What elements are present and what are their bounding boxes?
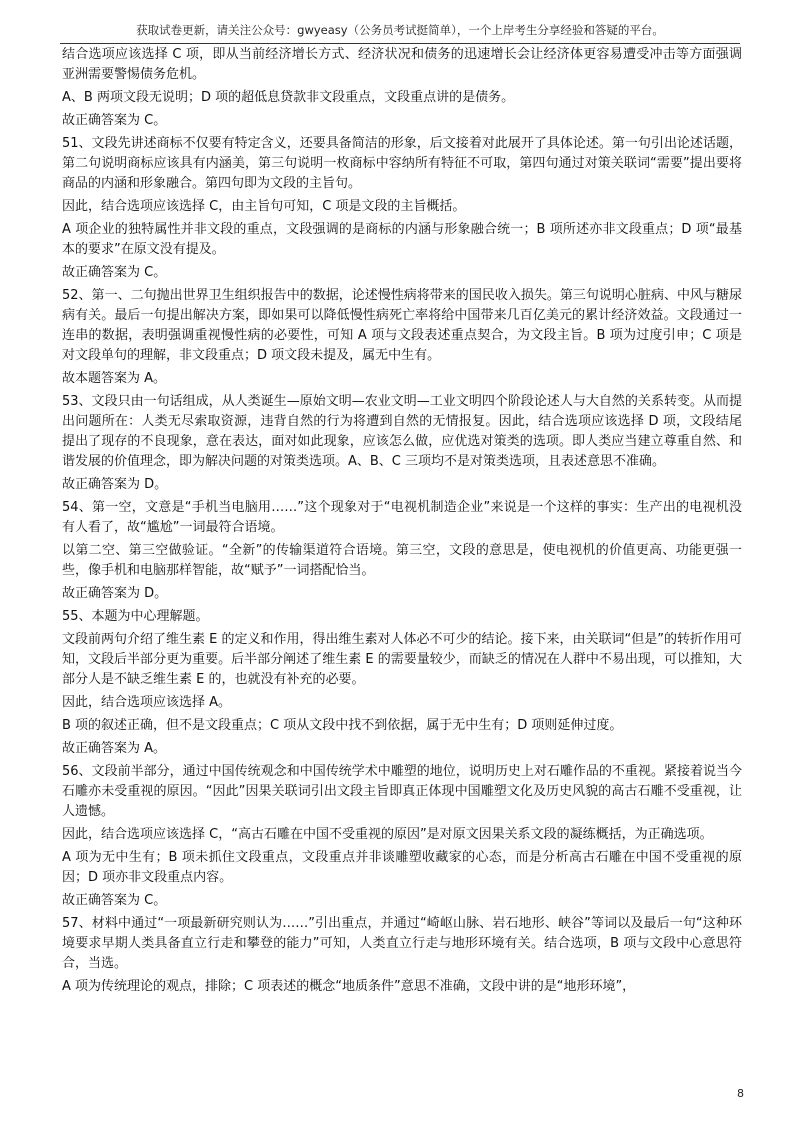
paragraph: 53、文段只由一句话组成，从人类诞生—原始文明—农业文明—工业文明四个阶段论述人与大自然的关系转变。从而提出问题所在：人类无尽索取资源，违背自然的行为将遭到自然的无情报复。因此，结合选项应该选择 D 项，文段结尾提出了现存的不良现象，意在表达，面对如此现象，应该怎么做，应优选对策类的选项。即人类应当建立尊重自然、和谐发展的价值理念，即为解决问题的对策类选项。A、B、C 三项均不是对策类选项，且表述意思不准确。 xyxy=(62,394,742,469)
paragraph: 文段前两句介绍了维生素 E 的定义和作用，得出维生素对人体必不可少的结论。接下来，由关联词“但是”的转折作用可知，文段后半部分更为重要。后半部分阐述了维生素 E 的需要量较少，而缺乏的情况在人群中不易出现，可以推知，大部分人是不缺乏维生素 E 的，也就没有补充的必要。 xyxy=(62,632,742,687)
paragraph: 52、第一、二句抛出世界卫生组织报告中的数据，论述慢性病将带来的国民收入损失。第三句说明心脏病、中风与糖尿病有关。最后一句提出解决方案，即如果可以降低慢性病死亡率将给中国带来几百亿美元的累计经济效益。文段通过一连串的数据，表明强调重视慢性病的必要性，可知 A 项与文段表述重点契合，为文段主旨。B 项为过度引申；C 项是对文段单句的理解，非文段重点；D 项文段未提及，属无中生有。 xyxy=(62,288,742,363)
paragraph: 结合选项应该选择 C 项，即从当前经济增长方式、经济状况和债务的迅速增长会让经济体更容易遭受冲击等方面强调亚洲需要警惕债务危机。 xyxy=(62,47,742,82)
paragraph: A 项企业的独特属性并非文段的重点，文段强调的是商标的内涵与形象融合统一；B 项所述亦非文段重点；D 项“最基本的要求”在原文没有提及。 xyxy=(62,222,742,257)
paragraph: B 项的叙述正确，但不是文段重点；C 项从文段中找不到依据，属于无中生有；D 项则延伸过度。 xyxy=(62,718,623,733)
answer-line: 故正确答案为 A。 xyxy=(62,741,167,756)
paragraph: 55、本题为中心理解题。 xyxy=(62,609,209,624)
paragraph: A 项为传统理论的观点，排除；C 项表述的概念“地质条件”意思不准确，文段中讲的是“地形环境”， xyxy=(62,979,636,994)
answer-explanations xyxy=(62,45,742,1000)
paragraph: 因此，结合选项应该选择 A。 xyxy=(62,695,232,710)
answer-line: 故正确答案为 D。 xyxy=(62,586,168,601)
answer-line: 故正确答案为 C。 xyxy=(62,265,167,280)
paragraph: 因此，结合选项应该选择 C，由主旨句可知，C 项是文段的主旨概括。 xyxy=(62,199,466,214)
paragraph: 57、材料中通过“一项最新研究则认为……”引出重点，并通过“崎岖山脉、岩石地形、峡谷”等词以及最后一句“这种环境要求早期人类具备直立行走和攀登的能力”可知，人类直立行走与地形环境有关。结合选项，B 项与文段中心意思符合，当选。 xyxy=(62,916,742,971)
paragraph: A、B 两项文段无说明；D 项的超低息贷款非文段重点，文段重点讲的是债务。 xyxy=(62,90,515,105)
header-banner: 获取试卷更新，请关注公众号：gwyeasy（公务员考试挺简单），一个上岸考生分享经验和答疑的平台。 xyxy=(60,22,740,44)
answer-line: 故正确答案为 D。 xyxy=(62,477,168,492)
paragraph: 因此，结合选项应该选择 C，“高古石雕在中国不受重视的原因”是对原文因果关系文段的凝练概括，为正确选项。 xyxy=(62,827,713,842)
paragraph: 51、文段先讲述商标不仅要有特定含义，还要具备简洁的形象，后文接着对此展开了具体论述。第一句引出论述话题，第二句说明商标应该具有内涵美，第三句说明一枚商标中容纳所有特征不可取，第四句通过对策关联词“需要”提出要将商品的内涵和形象融合。第四句即为文段的主旨句。 xyxy=(62,136,742,191)
answer-line: 故正确答案为 C。 xyxy=(62,893,167,908)
paragraph: 以第二空、第三空做验证。“全新”的传输渠道符合语境。第三空，文段的意思是，使电视机的价值更高、功能更强一些，像手机和电脑那样智能，故“赋予”一词搭配恰当。 xyxy=(62,543,742,578)
answer-line: 故本题答案为 A。 xyxy=(62,371,167,386)
paragraph: 54、第一空，文意是“手机当电脑用……”这个现象对于“电视机制造企业”来说是一个这样的事实：生产出的电视机没有人看了，故“尴尬”一词最符合语境。 xyxy=(62,500,742,535)
answer-line: 故正确答案为 C。 xyxy=(62,113,167,128)
paragraph: A 项为无中生有；B 项未抓住文段重点，文段重点并非谈雕塑收藏家的心态，而是分析高古石雕在中国不受重视的原因；D 项亦非文段重点内容。 xyxy=(62,850,742,885)
paragraph: 56、文段前半部分，通过中国传统观念和中国传统学术中雕塑的地位，说明历史上对石雕作品的不重视。紧接着说当今石雕亦未受重视的原因。“因此”因果关联词引出文段主旨即真正体现中国雕塑文化及历史风貌的高古石雕不受重视，让人遗憾。 xyxy=(62,764,742,819)
page-number: 8 xyxy=(737,1087,744,1100)
